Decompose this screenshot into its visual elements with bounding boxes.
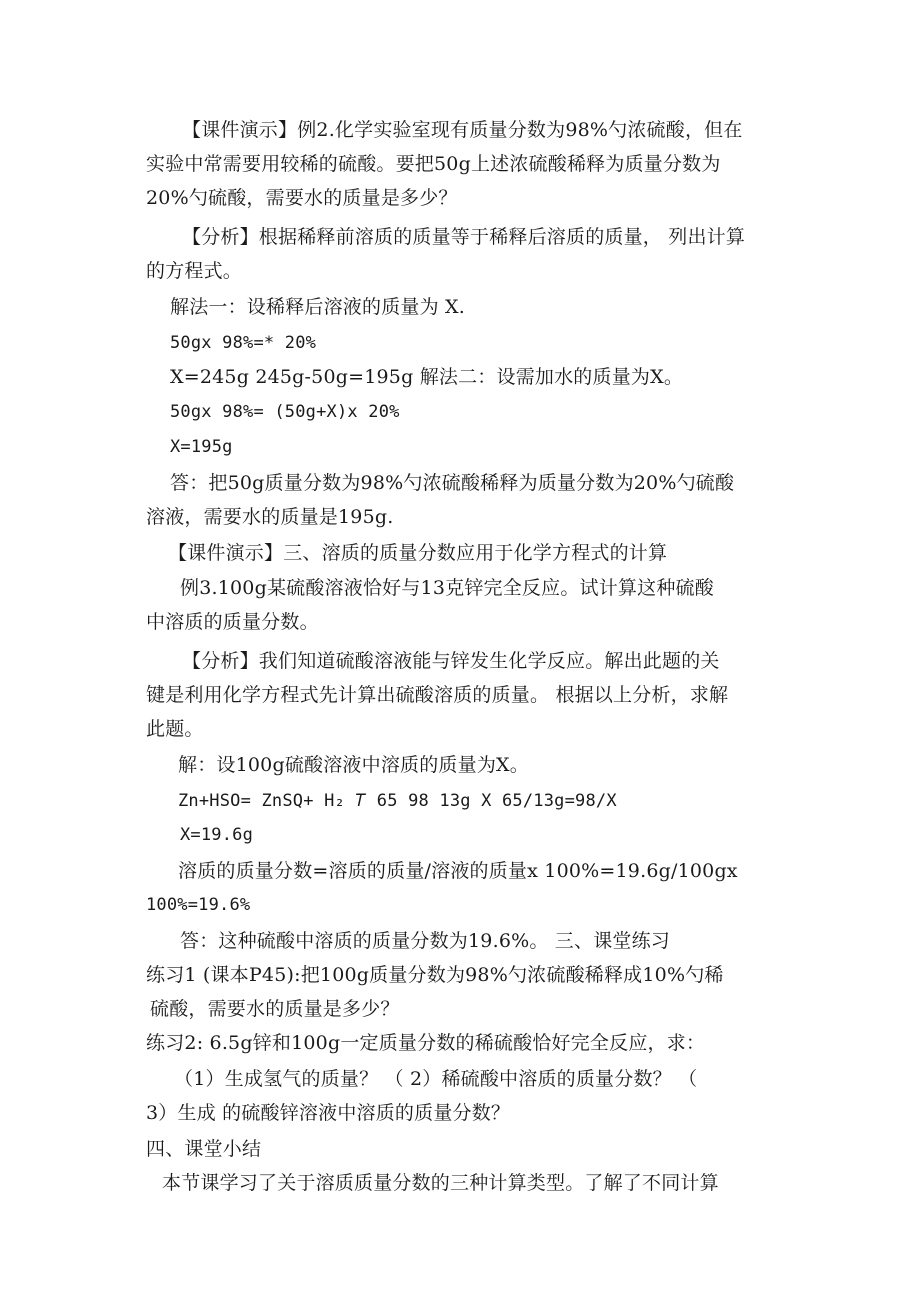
text-line: 实验中常需要用较稀的硫酸。要把50g上述浓硫酸稀释为质量分数为	[146, 153, 721, 175]
text-line: 溶液，需要水的质量是195g.	[146, 506, 394, 528]
text-line: X=245g 245g-50g=195g 解法二：设需加水的质量为X。	[170, 366, 684, 388]
text-line: 此题。	[146, 718, 204, 740]
formula-line: X=195g	[170, 437, 233, 457]
text-line: 答：把50g质量分数为98%勺浓硫酸稀释为质量分数为20%勺硫酸	[170, 472, 735, 494]
text-line: 的方程式。	[146, 260, 243, 282]
text-line: 中溶质的质量分数。	[146, 611, 319, 633]
text-line: 本节课学习了关于溶质质量分数的三种计算类型。了解了不同计算	[162, 1172, 719, 1194]
text-line: 例3.100g某硫酸溶液恰好与13克锌完全反应。试计算这种硫酸	[180, 577, 714, 599]
formula-line: X=19.6g	[180, 825, 254, 845]
text-line: 20%勺硫酸，需要水的质量是多少？	[146, 187, 458, 209]
text-line: 溶质的质量分数=溶质的质量/溶液的质量x 100%=19.6g/100gx	[178, 860, 738, 882]
text-line: 键是利用化学方程式先计算出硫酸溶质的质量。 根据以上分析，求解	[146, 684, 729, 706]
text-line: 【分析】我们知道硫酸溶液能与锌发生化学反应。解出此题的关	[182, 650, 720, 672]
formula-line: 100%=19.6%	[146, 895, 251, 915]
text-line: 硫酸，需要水的质量是多少？	[150, 998, 400, 1020]
text-line: 练习1 (课本P45):把100g质量分数为98%勺浓硫酸稀释成10%勺稀	[146, 964, 724, 986]
text-line: 解：设100g硫酸溶液中溶质的质量为X。	[178, 754, 529, 776]
text-line: 【课件演示】例2.化学实验室现有质量分数为98%勺浓硫酸，但在	[182, 119, 743, 141]
text-line: 解法一：设稀释后溶液的质量为 X.	[170, 296, 466, 318]
equation-line: Zn+HSO= ZnSQ+ H₂ 𝑇 65 98 13g X 65/13g=98/X	[178, 791, 617, 811]
text-line: 答：这种硫酸中溶质的质量分数为19.6%。 三、课堂练习	[180, 930, 670, 952]
formula-line: 50gx 98%=* 20%	[170, 333, 317, 353]
text-line: 练习2: 6.5g锌和100g一定质量分数的稀硫酸恰好完全反应，求：	[146, 1032, 706, 1054]
formula-line: 50gx 98%= (50g+X)x 20%	[170, 402, 400, 422]
text-line: 【分析】根据稀释前溶质的质量等于稀释后溶质的质量， 列出计算	[182, 226, 746, 248]
section-heading: 四、课堂小结	[146, 1138, 262, 1160]
text-line: 3）生成 的硫酸锌溶液中溶质的质量分数？	[146, 1102, 511, 1124]
text-line: 【课件演示】三、溶质的质量分数应用于化学方程式的计算	[168, 542, 668, 564]
text-line: （1）生成氢气的质量？ （ 2）稀硫酸中溶质的质量分数？ （	[174, 1068, 698, 1090]
